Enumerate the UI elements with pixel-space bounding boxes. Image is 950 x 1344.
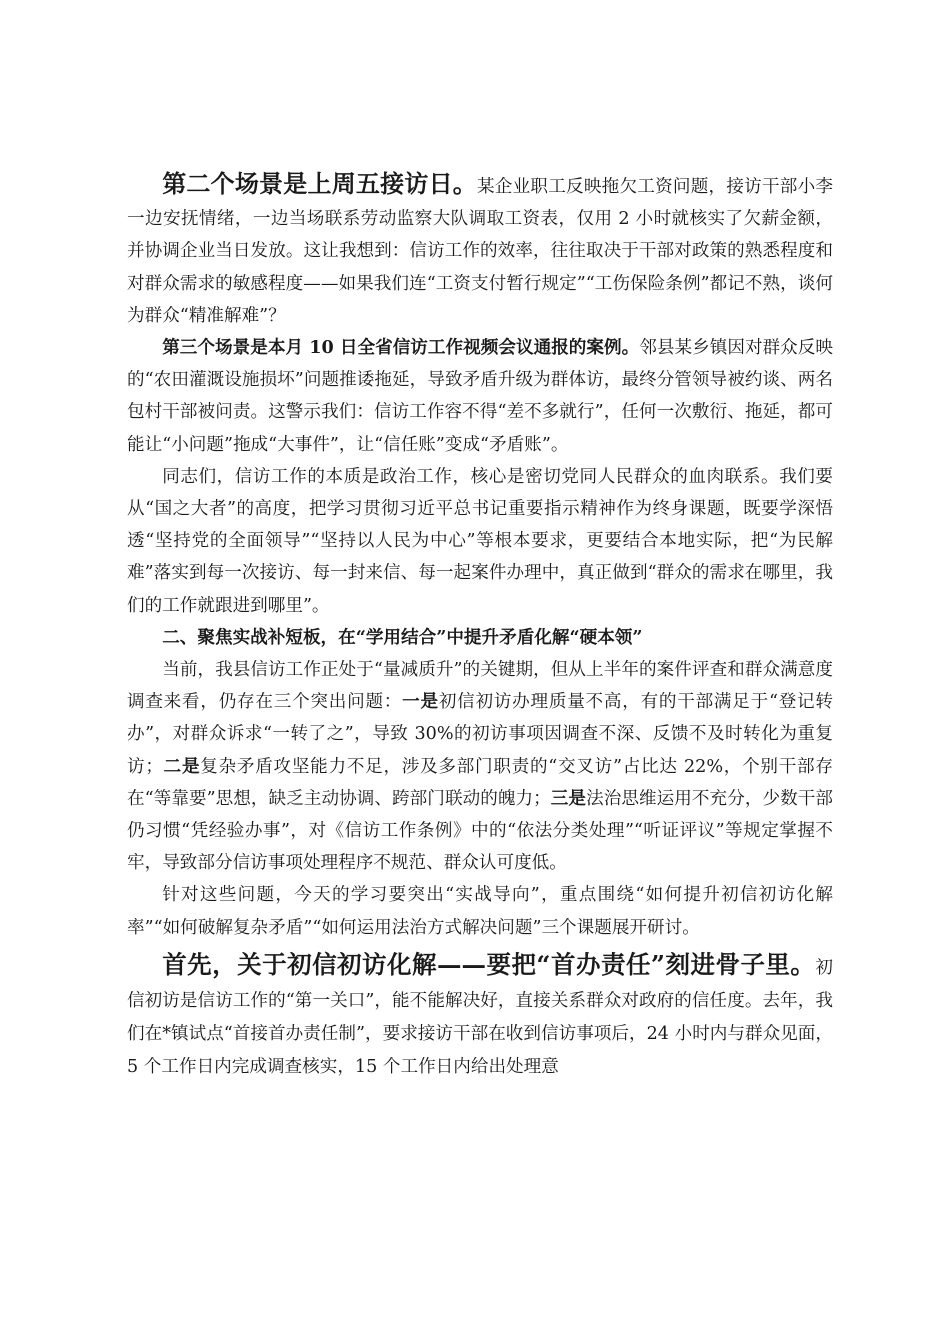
first-visit-lead: 首先，关于初信初访化解——要把“首办责任”刻进骨子里。: [162, 949, 816, 979]
section-heading-2: 二、聚焦实战补短板，在“学用结合”中提升矛盾化解“硬本领”: [162, 626, 643, 648]
problem-3-marker: 三是: [550, 787, 587, 809]
scene-two-body: 某企业职工反映拖欠工资问题，接访干部小李一边安抚情绪，一边当场联系劳动监察大队调取工资表，仅用 2 小时就核实了欠薪金额，并协调企业当日发放。这让我想到：信访工作的效率，往往取决于干部对政策的熟悉程度和对群众需求的敏感程度——如果我们连“工资支付暂行规定”“工伤保险条例”都记不熟，谈何为群众“精准解难”？: [127, 177, 833, 326]
paragraph-comrades: 同志们，信访工作的本质是政治工作，核心是密切党同人民群众的血肉联系。我们要从“国之大者”的高度，把学习贯彻习近平总书记重要指示精神作为终身课题，既要学深悟透“坚持党的全面领导”“坚持以人民为中心”等根本要求，更要结合本地实际，把“为民解难”落实到每一次接访、每一封来信、每一起案件办理中，真正做到“群众的需求在哪里，我们的工作就跟进到哪里”。: [127, 466, 833, 616]
problems-intro: 当前，我县信访工作正处于“量减质升”的关键期，但从上半年的案件评查和群众满意度调查来看，仍存在三个突出问题：: [127, 660, 833, 713]
paragraph-scene-two: [127, 168, 833, 332]
paragraph-problems: [127, 654, 833, 879]
scene-three-body: 邻县某乡镇因对群众反映的“农田灌溉设施损坏”问题推诿拖延，导致矛盾升级为群体访，最终分管领导被约谈、两名包村干部被问责。这警示我们：信访工作容不得“差不多就行”，任何一次敷衍、拖延，都可能让“小问题”拖成“大事件”，让“信任账”变成“矛盾账”。: [127, 338, 833, 455]
problem-2-text: 复杂矛盾攻坚能力不足，涉及多部门职责的“交叉访”占比达 22%，个别干部存在“等靠要”思想，缺乏主动协调、跨部门联动的魄力；: [127, 756, 833, 809]
paragraph-scene-three: [127, 332, 833, 461]
paragraph-focus: 针对这些问题，今天的学习要突出“实战导向”，重点围绕“如何提升初信初访化解率”“如何破解复杂矛盾”“如何运用法治方式解决问题”三个课题展开研讨。: [127, 885, 833, 938]
problem-2-marker: 二是: [162, 755, 201, 777]
first-visit-body: 初信初访是信访工作的“第一关口”，能不能解决好，直接关系群众对政府的信任度。去年，我们在*镇试点“首接首办责任制”，要求接访干部在收到信访事项后，24 小时内与群众见面，5 个工作日内完成调查核实，15 个工作日内给出处理意: [127, 957, 833, 1077]
scene-three-lead: 第三个场景是本月 10 日全省信访工作视频会议通报的案例。: [162, 337, 640, 359]
problem-1-text: 初信初访办理质量不高，有的干部满足于“登记转办”，对群众诉求“一转了之”，导致 30%的初访事项因调查不深、反馈不及时转化为重复访；: [127, 692, 833, 777]
document-page: [127, 168, 833, 1084]
problem-1-marker: 一是: [402, 691, 439, 713]
scene-two-lead: 第二个场景是上周五接访日。: [162, 169, 477, 198]
problem-3-text: 法治思维运用不充分，少数干部仍习惯“凭经验办事”，对《信访工作条例》中的“依法分类处理”“听证评议”等规定掌握不牢，导致部分信访事项处理程序不规范、群众认可度低。: [127, 788, 833, 874]
paragraph-first-visit: [127, 948, 833, 1084]
